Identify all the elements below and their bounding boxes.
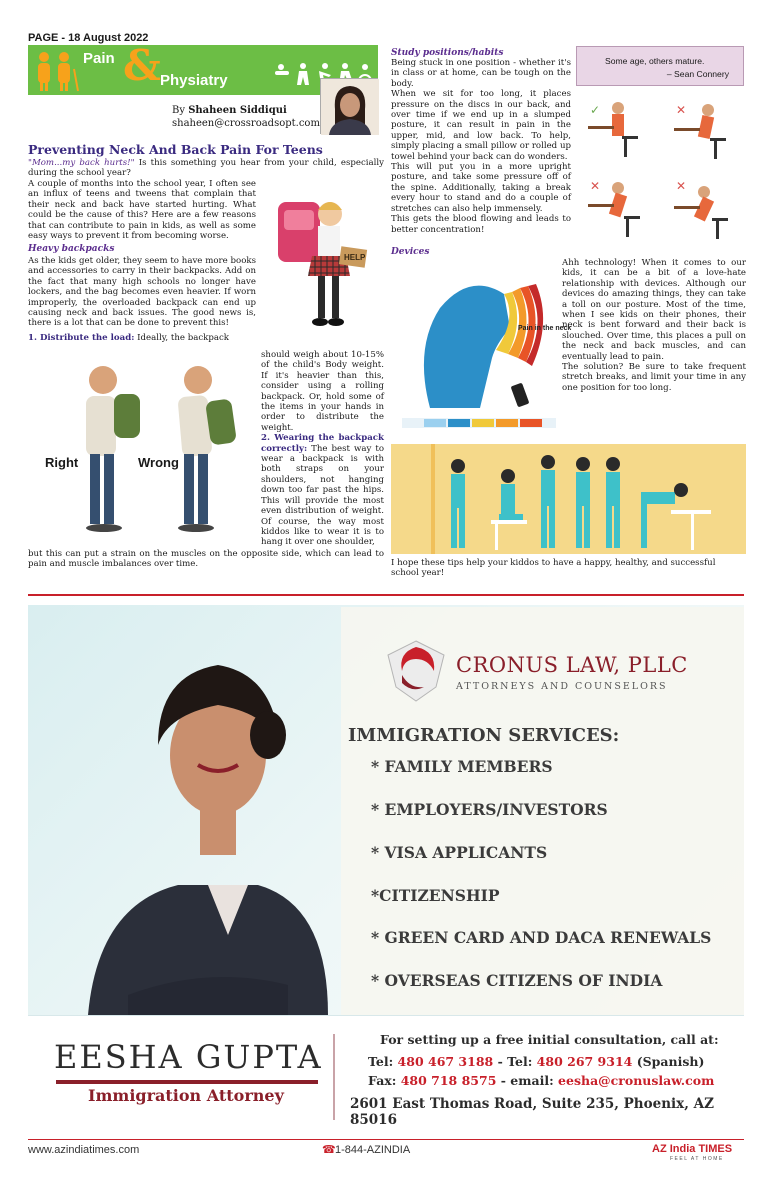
- quote-box-text: Some age, others mature.: [605, 56, 705, 66]
- attorney-photo: [28, 605, 341, 1015]
- author-name: Shaheen Siddiqui: [188, 105, 287, 116]
- subheading-heavy-backpacks: Heavy backpacks: [28, 244, 115, 254]
- consultation-line: For setting up a free initial consultation, call at:: [380, 1032, 719, 1047]
- footer-website[interactable]: www.azindiatimes.com: [28, 1144, 140, 1156]
- byline-by: By: [172, 105, 185, 116]
- distribute-load-line: [28, 333, 256, 343]
- devices-paragraph: Ahh technology! When it comes to our kids, it can be a bit of a love-hate relationship with devices. Although our devices do amazing things, they can take a toll on our posture. Most of the time, when I see kids on their phones, their neck is bent forward and their back is slouched. Over time, this places a pull on the neck and back muscles, and can eventually lead to pain. The solution? Be sure to take frequent stretch breaks, and limit your time in any one position for too long.: [562, 258, 746, 393]
- section-ampersand: &: [123, 41, 161, 90]
- tel-separator: - Tel:: [493, 1054, 537, 1069]
- section-divider: [28, 594, 744, 596]
- sitting-posture-image: [578, 96, 746, 251]
- paragraph-2: As the kids get older, they seem to have more books and accessories to carry in their backpacks. Add on the fact that many high schools no longer have lockers, and the bag becomes even heavier. If worn improperly, the overloaded backpack can end up causing neck and back issues. The good news is, there is a lot that can be done to prevent this!: [28, 256, 256, 329]
- service-item: * FAMILY MEMBERS: [371, 757, 553, 776]
- svg-text:✕: ✕: [676, 103, 687, 117]
- study-paragraph: Being stuck in one position - whether it's in class or at home, can be tough on the body. When we sit for too long, it places pressure on the discs in our back, and over time if we end up in a slumped posture, it can result in pain in the upper, mid, and low back. To help, simply placing a small pillow or rolled up towel behind your back can do wonders. This will put you in a more upright posture, and take some pressure off of the spine. Additionally, taking a break every hour to stand and do a couple of stretches can also help immensely. This gets the blood flowing and leads to better concentration!: [391, 58, 571, 235]
- intro-quote-rest: Is this something you hear from your child, especially during the school year?: [28, 158, 384, 179]
- section-title-pain: Pain: [83, 50, 115, 67]
- services-title: IMMIGRATION SERVICES:: [348, 725, 620, 746]
- subheading-devices: Devices: [391, 247, 430, 257]
- svg-text:✓: ✓: [590, 103, 601, 117]
- author-email[interactable]: shaheen@crossroadsopt.com: [172, 118, 320, 129]
- svg-text:✕: ✕: [676, 179, 687, 193]
- footer-tagline: FEEL AT HOME: [670, 1156, 724, 1162]
- ad-contact-strip: [28, 1015, 744, 1130]
- attorney-name-underline: [56, 1080, 318, 1084]
- byline: [172, 104, 320, 130]
- service-item: * VISA APPLICANTS: [371, 843, 548, 862]
- footer-phone[interactable]: 1-844-AZINDIA: [335, 1144, 411, 1156]
- weight-text: should weigh about 10-15% of the child's Body weight. If it's heavier than this, consider using a rolling backpack. Or, hold some of the items in your hands in order to distribute the weight.: [261, 350, 384, 433]
- firm-subtitle: ATTORNEYS AND COUNSELORS: [456, 681, 668, 692]
- backpack-posture-image: [28, 350, 260, 545]
- elderly-couple-icon: [32, 51, 82, 91]
- attorney-name: EESHA GUPTA: [54, 1038, 323, 1076]
- quote-box: [576, 46, 744, 86]
- subheading-study-positions: Study positions/habits: [391, 48, 504, 58]
- article-tail: but this can put a strain on the muscles on the opposite side, which can lead to pain and muscle imbalances over time.: [28, 549, 384, 570]
- girl-backpack-image: [270, 192, 375, 337]
- intro-quote: "Mom...my back hurts!": [28, 158, 135, 168]
- section-title-physiatry: Physiatry: [160, 72, 228, 89]
- tel-spanish-suffix: (Spanish): [632, 1054, 705, 1069]
- fax-number[interactable]: 480 718 8575: [400, 1073, 497, 1088]
- service-item: * OVERSEAS CITIZENS OF INDIA: [371, 971, 663, 990]
- wearing-correctly-text: The best way to wear a backpack is with both straps on your shoulders, not hanging down too far past the hips. This will provide the most even distribution of weight. Of course, the way most kiddos like to wear it is to hang it over one shoulder,: [261, 443, 384, 548]
- backpack-column: [261, 350, 384, 548]
- contact-divider: [333, 1034, 335, 1120]
- help-sign-text: HELP: [344, 253, 366, 262]
- posture-right-label: Right: [45, 455, 79, 470]
- tel-spanish[interactable]: 480 267 9314: [536, 1054, 633, 1069]
- author-photo: [320, 78, 378, 134]
- footer-divider: [28, 1139, 744, 1140]
- neck-strain-chart: [400, 258, 572, 433]
- article-title: Preventing Neck And Back Pain For Teens: [28, 142, 323, 157]
- firm-name: CRONUS LAW, PLLC: [456, 653, 688, 677]
- distribute-load-label: 1. Distribute the load:: [28, 333, 135, 343]
- email-address[interactable]: eesha@cronuslaw.com: [558, 1073, 715, 1088]
- page-label: PAGE - 18 August 2022: [28, 32, 149, 44]
- service-item: * GREEN CARD AND DACA RENEWALS: [371, 928, 712, 947]
- email-label: - email:: [496, 1073, 559, 1088]
- phone-line: [368, 1054, 704, 1069]
- service-item: *CITIZENSHIP: [371, 886, 500, 905]
- tel-primary[interactable]: 480 467 3188: [397, 1054, 494, 1069]
- cronus-law-advertisement[interactable]: [28, 605, 744, 1130]
- service-item: * EMPLOYERS/INVESTORS: [371, 800, 608, 819]
- distribute-load-text: Ideally, the backpack: [134, 333, 229, 343]
- closing-paragraph: I hope these tips help your kiddos to have a happy, healthy, and successful school year!: [391, 558, 716, 579]
- paragraph-1: A couple of months into the school year, I often see an influx of teens and tweens that complain that their neck and back have started hurting. What could be the cause of this? Here are a few reasons that can contribute to pain in kids, as well as some easy ways to prevent it from becoming worse.: [28, 179, 256, 242]
- tel-label: Tel:: [368, 1054, 398, 1069]
- neck-chart-label: Pain in the neck: [518, 325, 572, 332]
- quote-box-author: – Sean Connery: [666, 69, 729, 79]
- svg-text:✕: ✕: [590, 179, 601, 193]
- article-intro: [28, 158, 384, 179]
- cronus-law-logo-icon: [384, 637, 448, 705]
- attorney-role: Immigration Attorney: [88, 1086, 284, 1105]
- fax-label: Fax:: [368, 1073, 401, 1088]
- fax-email-line: [368, 1073, 714, 1088]
- stretching-figures-image: [391, 444, 746, 554]
- wearing-correctly-label: 2. Wearing the backpack correctly:: [261, 433, 384, 454]
- footer-logo: AZ India TIMES: [652, 1143, 733, 1155]
- phone-icon: ☎: [322, 1143, 336, 1156]
- office-address: 2601 East Thomas Road, Suite 235, Phoenix, AZ 85016: [350, 1096, 714, 1128]
- posture-wrong-label: Wrong: [138, 455, 179, 470]
